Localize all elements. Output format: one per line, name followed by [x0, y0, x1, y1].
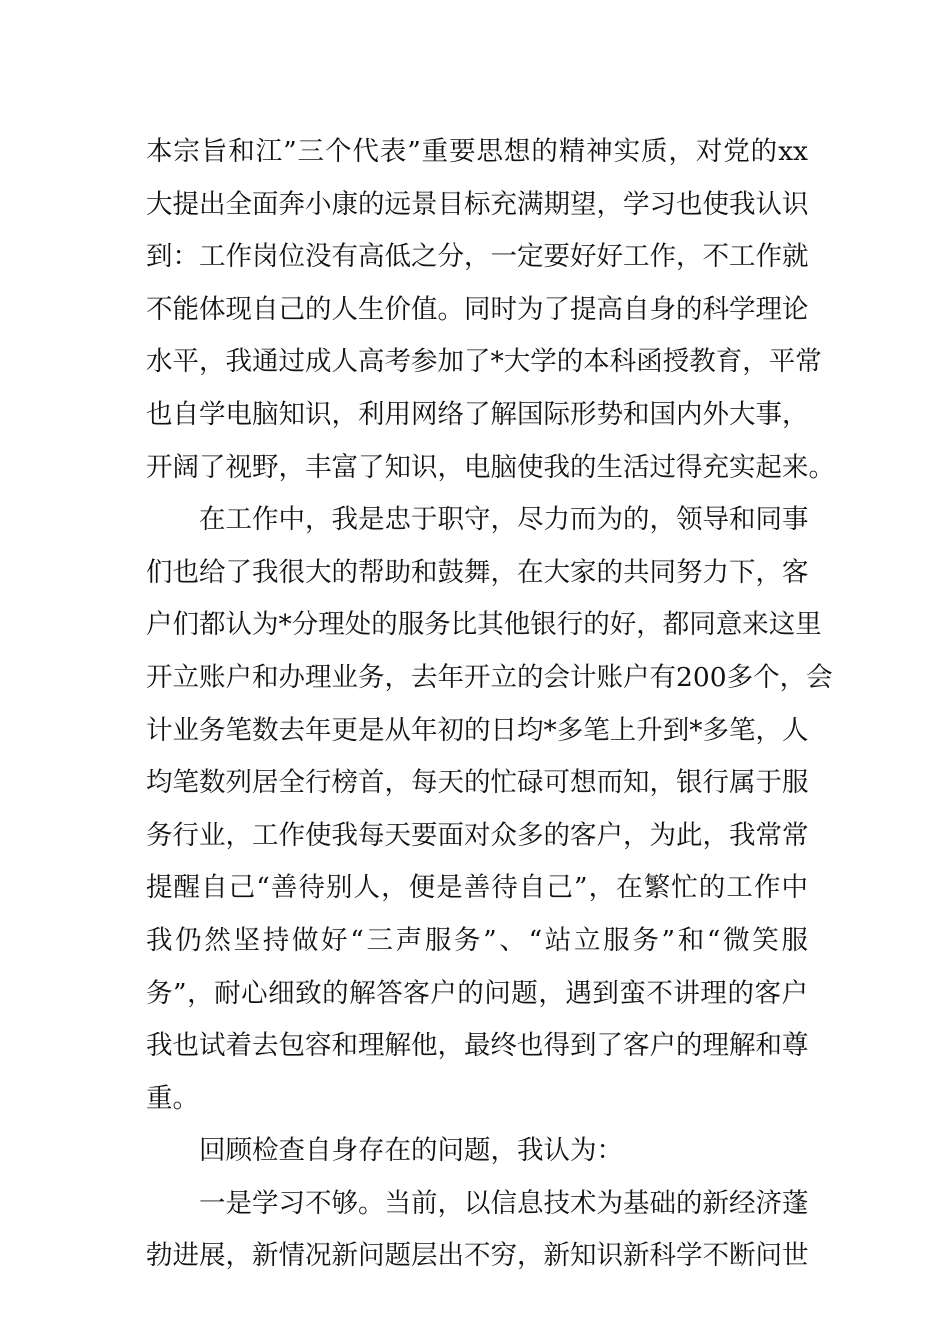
text-line: 开立账户和办理业务，去年开立的会计账户有200多个，会 — [146, 661, 833, 693]
text-line: 不能体现自己的人生价值。同时为了提高自身的科学理论 — [146, 293, 809, 325]
paragraph-start-line: 在工作中，我是忠于职守，尽力而为的，领导和同事 — [199, 504, 809, 536]
text-line: 务行业，工作使我每天要面对众多的客户，为此，我常常 — [146, 819, 809, 851]
text-line: 大提出全面奔小康的远景目标充满期望，学习也使我认识 — [146, 188, 809, 220]
document-body — [146, 126, 835, 1283]
text-line: 重。 — [146, 1082, 199, 1114]
text-line: 也自学电脑知识，利用网络了解国际形势和国内外大事， — [146, 398, 809, 430]
text-line: 均笔数列居全行榜首，每天的忙碌可想而知，银行属于服 — [146, 767, 809, 799]
text-line: 勃进展，新情况新问题层出不穷，新知识新科学不断问世 — [146, 1240, 809, 1272]
paragraph-start-line: 一是学习不够。当前，以信息技术为基础的新经济蓬 — [199, 1187, 809, 1219]
text-line: 务”，耐心细致的解答客户的问题，遇到蛮不讲理的客户 — [146, 977, 808, 1009]
text-line: 开阔了视野，丰富了知识，电脑使我的生活过得充实起来。 — [146, 451, 835, 483]
text-line: 我仍然坚持做好“三声服务”、“站立服务”和“微笑服 — [146, 924, 808, 956]
text-line: 我也试着去包容和理解他，最终也得到了客户的理解和尊 — [146, 1030, 809, 1062]
text-line: 计业务笔数去年更是从年初的日均*多笔上升到*多笔，人 — [146, 714, 809, 746]
text-line: 本宗旨和江”三个代表”重要思想的精神实质，对党的xx — [146, 136, 808, 167]
text-line: 提醒自己“善待别人，便是善待自己”，在繁忙的工作中 — [146, 872, 808, 904]
text-line: 水平，我通过成人高考参加了*大学的本科函授教育，平常 — [146, 346, 822, 378]
paragraph-start-line: 回顾检查自身存在的问题，我认为： — [199, 1135, 623, 1167]
text-line: 到：工作岗位没有高低之分，一定要好好工作，不工作就 — [146, 241, 809, 273]
text-line: 户们都认为*分理处的服务比其他银行的好，都同意来这里 — [146, 609, 822, 641]
text-line: 们也给了我很大的帮助和鼓舞，在大家的共同努力下，客 — [146, 556, 809, 588]
